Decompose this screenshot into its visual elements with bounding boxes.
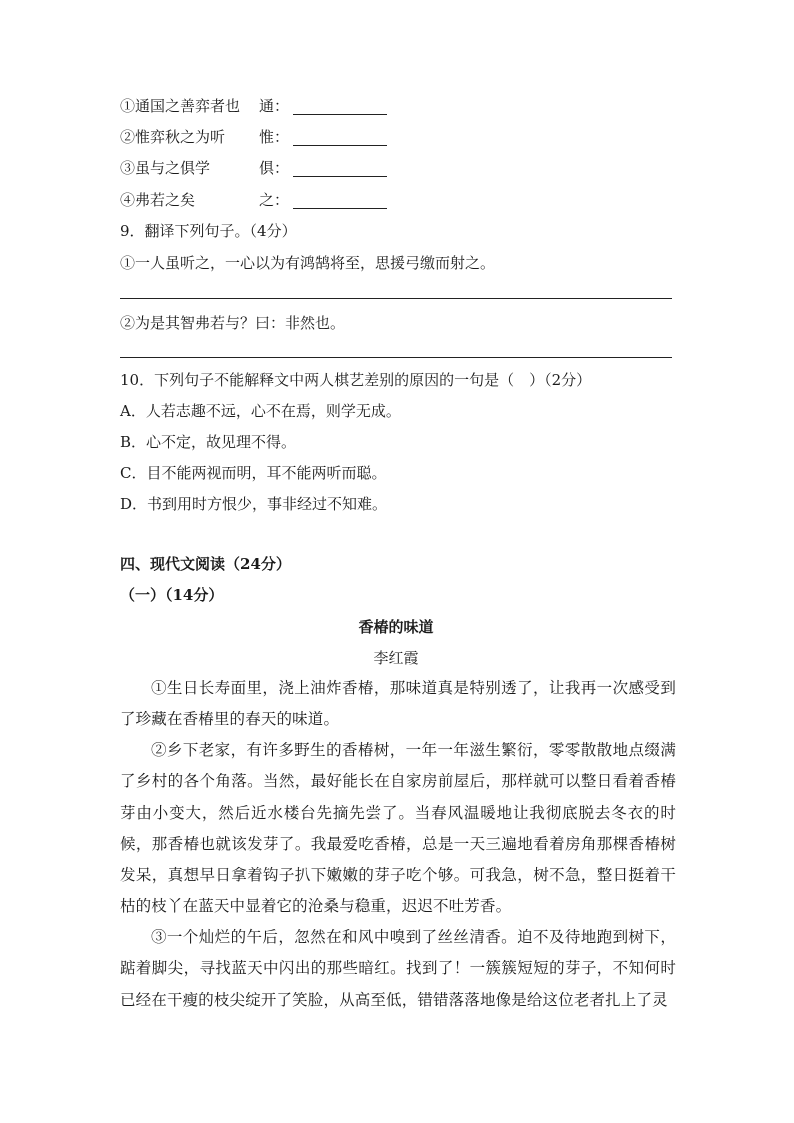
- q8-item-4-sentence: ④弗若之矣: [120, 191, 196, 209]
- article-paragraph-2: ②乡下老家，有许多野生的香椿树，一年一年滋生繁衍，零零散散地点缀满了乡村的各个角落。当然，最好能长在自家房前屋后，那样就可以整日看着香椿芽由小变大，然后近水楼台先摘先尝了。当春风温暖地让我彻底脱去冬衣的时候，那香椿也就该发芽了。我最爱吃香椿，总是一天三遍地看着房角那棵香椿树发呆，真想早日拿着钩子扒下嫩嫩的芽子吃个够。可我急，树不急，整日挺着干枯的枝丫在蓝天中显着它的沧桑与稳重，迟迟不吐芳香。: [120, 741, 676, 916]
- q8-item-4-key: 之：: [259, 191, 290, 209]
- article-author: 李红霞: [373, 649, 419, 667]
- q10-option-a: A．人若志趣不远，心不在焉，则学无成。: [120, 402, 401, 420]
- q8-item-3-blank[interactable]: [293, 176, 387, 177]
- q9-answer-line-2[interactable]: [120, 357, 672, 358]
- q10-option-d: D．书到用时方恨少，事非经过不知难。: [120, 495, 388, 513]
- article-paragraph-3: ③一个灿烂的午后，忽然在和风中嗅到了丝丝清香。迫不及待地跑到树下，踮着脚尖，寻找蓝天中闪出的那些暗红。找到了！一簇簇短短的芽子，不知何时已经在干瘦的枝尖绽开了笑脸，从高至低，错错落落地像是给这位老者扎上了灵: [120, 928, 676, 1009]
- section-heading: 四、现代文阅读（24分）: [120, 555, 291, 573]
- q8-item-2-key: 惟：: [259, 128, 290, 146]
- q9-prompt: 9．翻译下列句子。（4分）: [120, 222, 297, 240]
- q9-sentence-2: ②为是其智弗若与？曰：非然也。: [120, 314, 346, 332]
- q10-option-b: B．心不定，故见理不得。: [120, 433, 297, 451]
- subsection-heading: （一）（14分）: [120, 586, 224, 604]
- q8-item-1-sentence: ①通国之善弈者也: [120, 97, 241, 115]
- q8-item-3-key: 俱：: [259, 159, 290, 177]
- article-title: 香椿的味道: [358, 618, 434, 636]
- q8-item-3-sentence: ③虽与之俱学: [120, 159, 211, 177]
- q8-item-2-sentence: ②惟弈秋之为听: [120, 128, 226, 146]
- q9-answer-line-1[interactable]: [120, 298, 672, 299]
- q10-option-c: C．目不能两视而明，耳不能两听而聪。: [120, 464, 387, 482]
- q8-item-1-blank[interactable]: [293, 114, 387, 115]
- article-paragraph-1: ①生日长寿面里，浇上油炸香椿，那味道真是特别透了，让我再一次感受到了珍藏在香椿里的春天的味道。: [120, 679, 676, 729]
- q8-item-1-key: 通：: [259, 97, 290, 115]
- q8-item-4-blank[interactable]: [293, 208, 387, 209]
- q9-sentence-1: ①一人虽听之，一心以为有鸿鹄将至，思援弓缴而射之。: [120, 254, 496, 272]
- q8-item-2-blank[interactable]: [293, 145, 387, 146]
- q10-prompt: 10．下列句子不能解释文中两人棋艺差别的原因的一句是（ ）（2分）: [120, 371, 592, 389]
